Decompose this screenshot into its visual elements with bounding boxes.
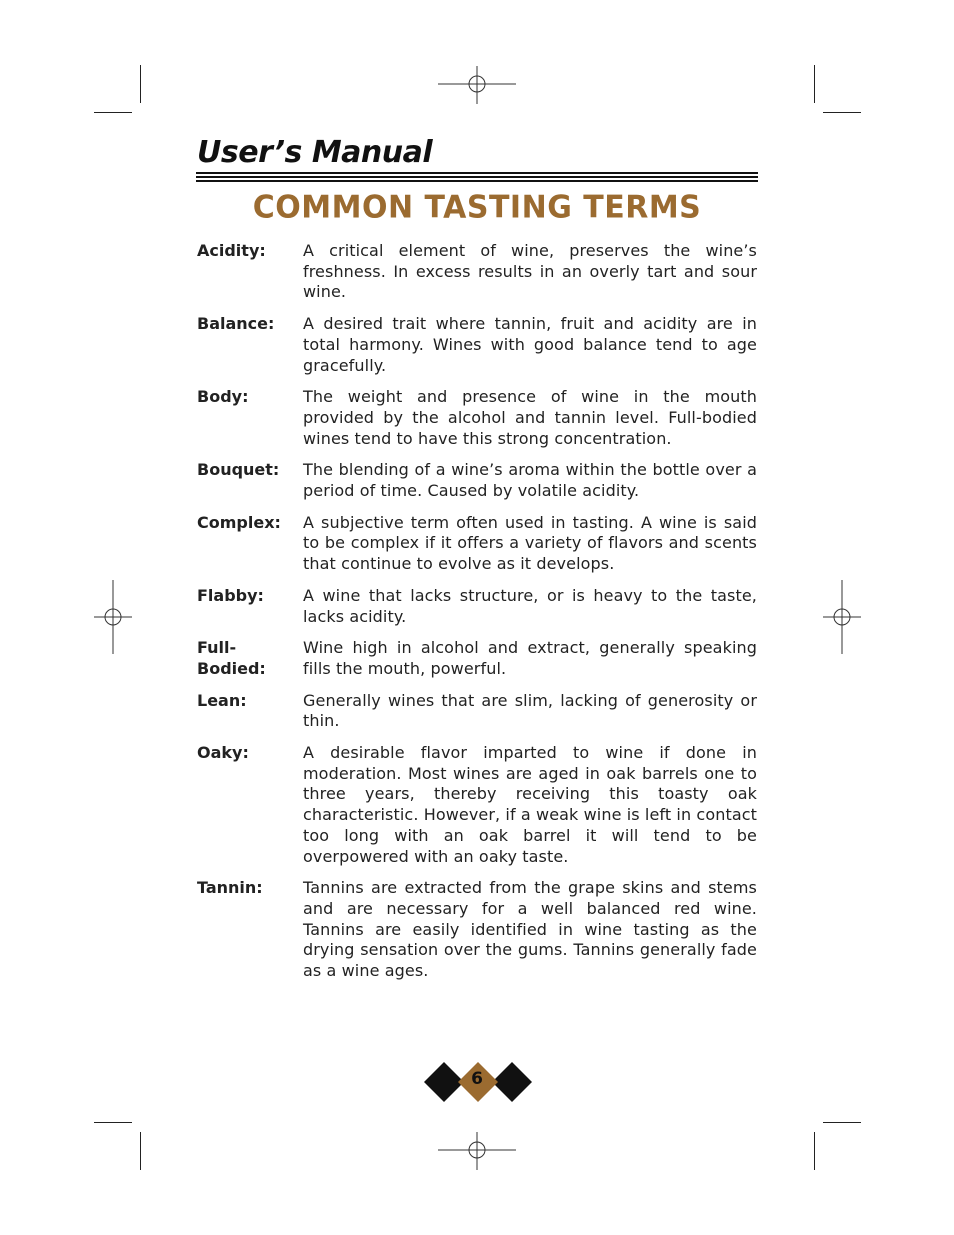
list-item: [197, 314, 757, 376]
term-name: Bouquet:: [197, 460, 280, 480]
term-name: Tannin:: [197, 878, 263, 898]
crop-mark: [823, 112, 861, 113]
term-definition: The weight and presence of wine in the mouth provided by the alcohol and tannin level. Full-bodied wines tend to have this strong concentration.: [303, 387, 757, 448]
crop-mark: [94, 112, 132, 113]
term-definition: The blending of a wine’s aroma within the bottle over a period of time. Caused by volatile acidity.: [303, 460, 757, 501]
crosshair-circle-icon: [94, 580, 132, 654]
crop-mark: [814, 65, 815, 103]
list-item: [197, 460, 757, 501]
term-definition: A wine that lacks structure, or is heavy to the taste, lacks acidity.: [303, 585, 757, 626]
crop-mark: [94, 1122, 132, 1123]
term-definition: A subjective term often used in tasting. A wine is said to be complex if it offers a variety of flavors and scents that continue to evolve as it develops.: [303, 512, 757, 574]
term-name: Body:: [197, 387, 249, 407]
crop-mark: [140, 1132, 141, 1170]
crop-mark: [140, 65, 141, 103]
list-item: [197, 513, 757, 575]
header-rules: [196, 172, 758, 182]
list-item: [197, 638, 757, 679]
terms-list: [197, 241, 757, 993]
term-definition: Generally wines that are slim, lacking of generosity or thin.: [303, 690, 757, 731]
crop-mark: [814, 1132, 815, 1170]
term-name: Oaky:: [197, 743, 249, 763]
crosshair-circle-icon: [823, 580, 861, 654]
crosshair-circle-icon: [438, 66, 516, 104]
crop-mark: [823, 1122, 861, 1123]
term-name: Balance:: [197, 314, 275, 334]
section-title: COMMON TASTING TERMS: [252, 189, 702, 226]
term-name: Acidity:: [197, 241, 266, 260]
list-item: [197, 691, 757, 732]
list-item: [197, 387, 757, 449]
crosshair-circle-icon: [438, 1132, 516, 1170]
list-item: [197, 743, 757, 867]
list-item: [197, 241, 757, 303]
term-definition: Wine high in alcohol and extract, generally speaking fills the mouth, powerful.: [303, 638, 757, 678]
term-name: Complex:: [197, 512, 281, 532]
term-definition: A desirable flavor imparted to wine if done in moderation. Most wines are aged in oak barrels one to three years, thereby receiving this toasty oak characteristic. However, if a weak wine is left in contact too long with an oak barrel it will tend to be overpowered with an oaky taste.: [303, 743, 757, 866]
term-definition: Tannins are extracted from the grape skins and stems and are necessary for a well balanced red wine. Tannins are easily identified in wine tasting as the drying sensation over the gums. Tannins generally fade as a wine ages.: [303, 878, 757, 981]
manual-title: User’s Manual: [197, 135, 433, 170]
page-number: 6: [471, 1069, 483, 1089]
list-item: [197, 586, 757, 627]
term-name: Lean:: [197, 690, 247, 710]
list-item: [197, 878, 757, 982]
term-definition: A critical element of wine, preserves the wine’s freshness. In excess results in an overly tart and sour wine.: [303, 241, 757, 302]
term-definition: A desired trait where tannin, fruit and acidity are in total harmony. Wines with good balance tend to age gracefully.: [303, 314, 757, 375]
term-name: Flabby:: [197, 585, 264, 605]
term-name: Full-Bodied:: [197, 638, 266, 678]
